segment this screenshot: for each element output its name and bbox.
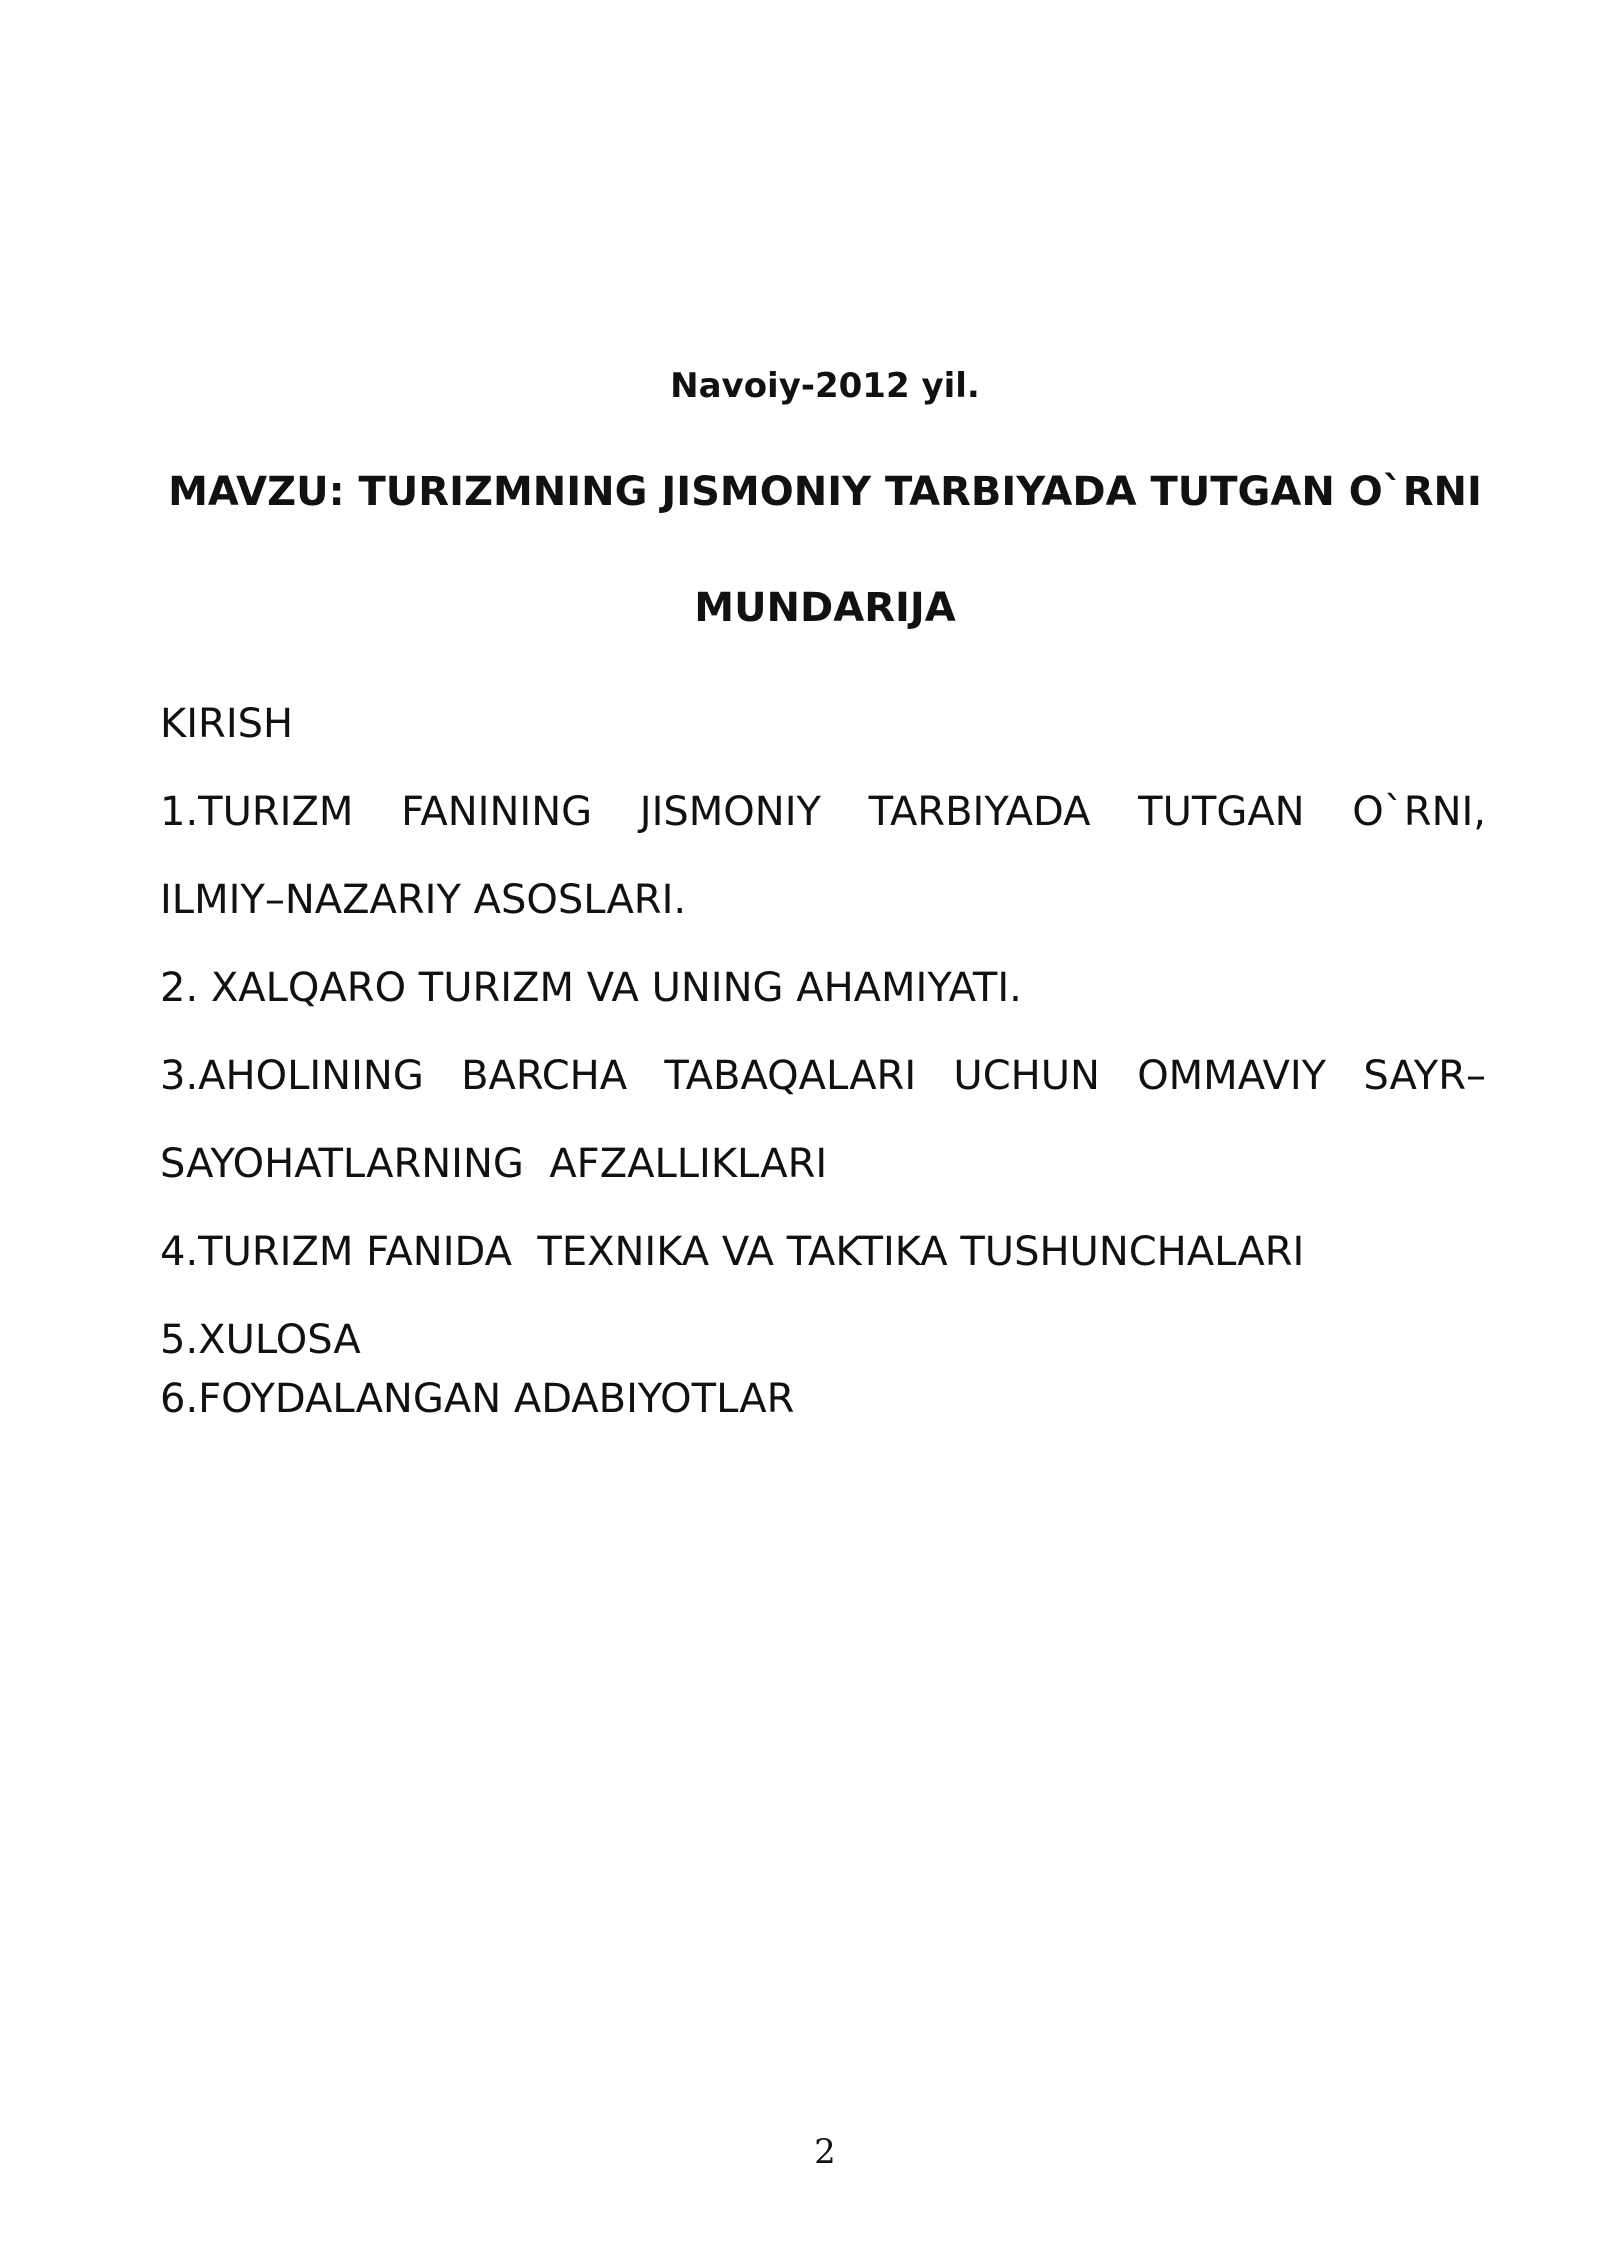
table-of-contents-title: MUNDARIJA: [694, 585, 956, 631]
page-number: 2: [814, 2132, 836, 2172]
toc-line: 5.XULOSA: [160, 1317, 361, 1363]
toc-item-1: [160, 784, 1486, 960]
toc-item-2: [160, 960, 1486, 1048]
toc-line: 6.FOYDALANGAN ADABIYOTLAR: [160, 1376, 795, 1422]
toc-item-4: [160, 1224, 1486, 1312]
city-year: Navoiy-2012 yil.: [670, 366, 980, 406]
topic-title: MAVZU: TURIZMNING JISMONIY TARBIYADA TUTGAN O`RNI: [168, 469, 1482, 515]
toc-item-6: [160, 1371, 1486, 1459]
toc-line: ILMIY–NAZARIY ASOSLARI.: [160, 877, 687, 923]
table-of-contents: [160, 696, 1486, 1459]
toc-line: 2. XALQARO TURIZM VA UNING AHAMIYATI.: [160, 965, 1022, 1011]
toc-item-3: [160, 1048, 1486, 1224]
toc-line: 3.AHOLINING BARCHA TABAQALARI UCHUN OMMAVIY SAYR–: [160, 1053, 1486, 1099]
toc-line: 1.TURIZM FANINING JISMONIY TARBIYADA TUTGAN O`RNI,: [160, 789, 1486, 835]
toc-line: KIRISH: [160, 701, 294, 747]
toc-item-introduction: [160, 696, 1486, 784]
toc-line: SAYOHATLARNING AFZALLIKLARI: [160, 1141, 828, 1187]
toc-item-5: [160, 1312, 1486, 1371]
toc-line: 4.TURIZM FANIDA TEXNIKA VA TAKTIKA TUSHUNCHALARI: [160, 1229, 1305, 1275]
